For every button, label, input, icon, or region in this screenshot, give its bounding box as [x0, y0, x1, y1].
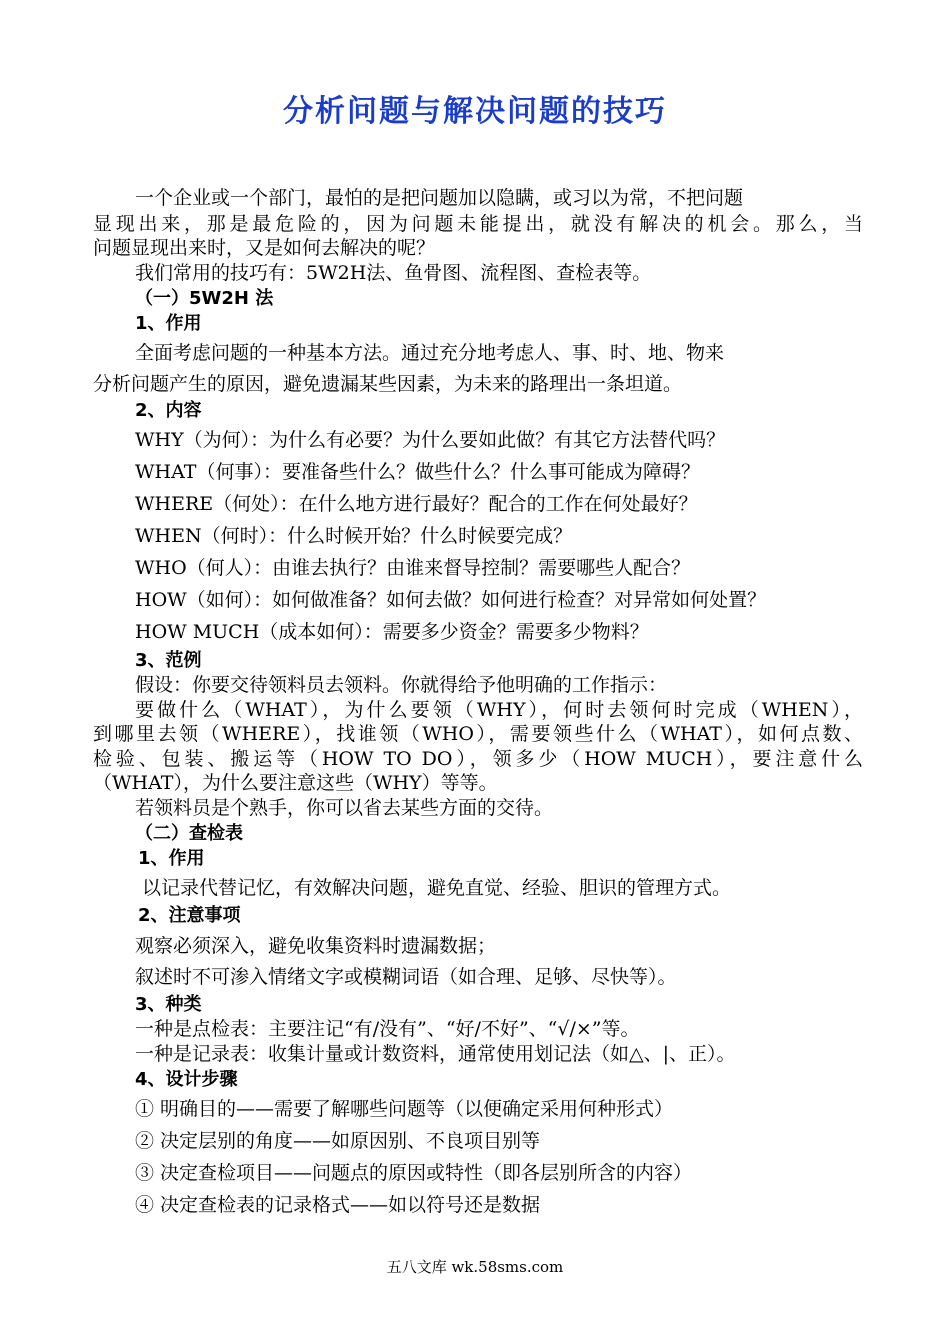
step-item-4: ④ 决定查检表的记录格式——如以符号还是数据: [135, 1194, 541, 1216]
notes-line-2: 叙述时不可渗入情绪文字或模糊词语（如合理、足够、尽快等）。: [135, 966, 677, 988]
step-item-3: ③ 决定查检项目——问题点的原因或特性（即各层别所含的内容）: [135, 1162, 693, 1184]
example-line-1: 假设：你要交待领料员去领料。你就得给予他明确的工作指示：: [135, 674, 668, 696]
types-line-2: 一种是记录表：收集计量或计数资料，通常使用划记法（如△、|、正）。: [135, 1043, 736, 1065]
subheading-purpose: 1、作用: [135, 313, 202, 334]
page-footer: 五八文库 wk.58sms.com: [386, 1258, 564, 1276]
intro-line-1: 一个企业或一个部门，最怕的是把问题加以隐瞒，或习以为常，不把问题: [135, 187, 744, 209]
example-line-6: 若领料员是个熟手，你可以省去某些方面的交待。: [135, 797, 554, 819]
intro-line-4: 我们常用的技巧有：5W2H法、鱼骨图、流程图、查检表等。: [135, 262, 652, 284]
example-line-3: 到哪里去领（WHERE），找谁领（WHO），需要领些什么（WHAT），如何点数、: [93, 723, 863, 745]
list-item-how: HOW（如何）：如何做准备？如何去做？如何进行检查？对异常如何处置？: [135, 589, 767, 611]
example-line-5: （WHAT），为什么要注意这些（WHY）等等。: [93, 772, 498, 794]
section-heading-checklist: （二）查检表: [135, 823, 243, 844]
purpose-line-1: 全面考虑问题的一种基本方法。通过充分地考虑人、事、时、地、物来: [135, 342, 725, 364]
purpose-line-2: 分析问题产生的原因，避免遗漏某些因素，为未来的路理出一条坦道。: [93, 373, 683, 395]
types-line-1: 一种是点检表：主要注记“有/没有”、“好/不好”、“√/×”等。: [135, 1018, 640, 1040]
subheading-types: 3、种类: [135, 994, 202, 1015]
subheading-example: 3、范例: [135, 650, 202, 671]
list-item-how-much: HOW MUCH（成本如何）：需要多少资金？需要多少物料？: [135, 621, 649, 643]
checklist-purpose-text: 以记录代替记忆，有效解决问题，避免直觉、经验、胆识的管理方式。: [142, 877, 732, 899]
subheading-design-steps: 4、设计步骤: [135, 1069, 238, 1090]
example-line-4: 检验、包装、搬运等（HOW TO DO），领多少（HOW MUCH），要注意什么: [93, 748, 863, 770]
list-item-who: WHO（何人）：由谁去执行？由谁来督导控制？需要哪些人配合？: [135, 557, 691, 579]
list-item-where: WHERE（何处）：在什么地方进行最好？配合的工作在何处最好？: [135, 493, 698, 515]
subheading-checklist-purpose: 1、作用: [138, 848, 205, 869]
intro-line-3: 问题显现出来时，又是如何去解决的呢？: [93, 237, 436, 259]
example-line-2: 要做什么（WHAT），为什么要领（WHY），何时去领何时完成（WHEN），: [135, 699, 863, 721]
subheading-content: 2、内容: [135, 400, 202, 421]
subheading-notes: 2、注意事项: [138, 905, 241, 926]
list-item-why: WHY（为何）：为什么有必要？为什么要如此做？有其它方法替代吗？: [135, 429, 726, 451]
page-title: 分析问题与解决问题的技巧: [283, 94, 667, 129]
intro-line-2: 显现出来，那是最危险的，因为问题未能提出，就没有解决的机会。那么，当: [93, 213, 863, 235]
section-heading-5w2h: （一）5W2H 法: [135, 288, 274, 309]
step-item-1: ① 明确目的——需要了解哪些问题等（以便确定采用何种形式）: [135, 1098, 674, 1120]
step-item-2: ② 决定层别的角度——如原因别、不良项目别等: [135, 1130, 541, 1152]
notes-line-1: 观察必须深入，避免收集资料时遗漏数据；: [135, 935, 497, 957]
list-item-what: WHAT（何事）：要准备些什么？做些什么？什么事可能成为障碍？: [135, 461, 700, 483]
list-item-when: WHEN（何时）：什么时候开始？什么时候要完成？: [135, 525, 573, 547]
